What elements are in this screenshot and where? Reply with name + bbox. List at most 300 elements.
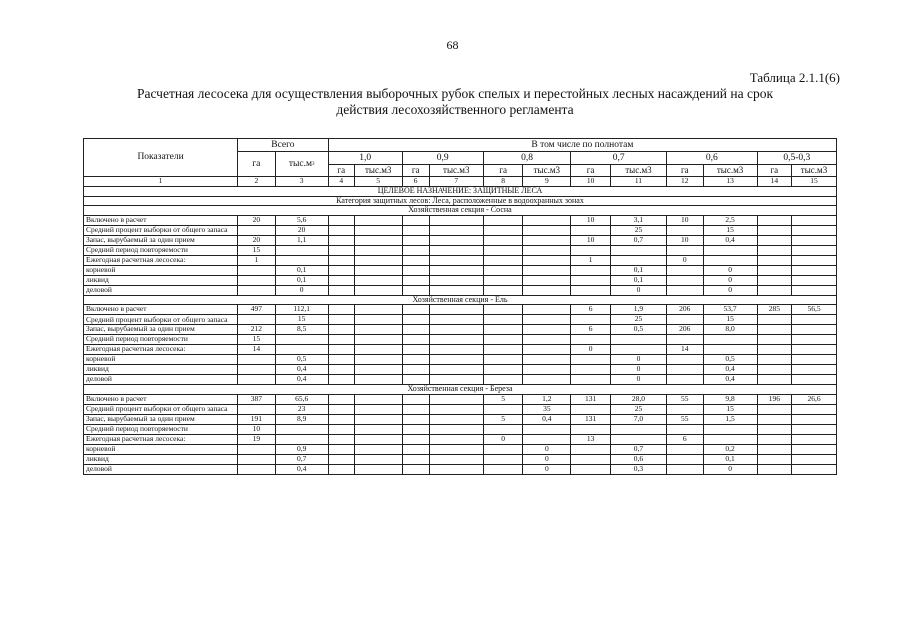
cell-d05-ha [757, 404, 791, 414]
cell-d08-ha [483, 424, 523, 434]
cell-d07-m3: 25 [610, 404, 666, 414]
cell-d07-m3: 0 [610, 375, 666, 385]
row-label: Средний процент выборки от общего запаса [84, 404, 238, 414]
cell-d06-ha: 10 [667, 215, 703, 225]
cell-d07-m3: 7,0 [610, 414, 666, 424]
cell-d08-ha [483, 464, 523, 474]
cell-d07-m3 [610, 434, 666, 444]
cell-d05-m3 [792, 454, 837, 464]
cell-d05-ha: 196 [757, 394, 791, 404]
cell-d08-m3 [523, 305, 571, 315]
cell-d08-m3: 0 [523, 444, 571, 454]
cell-d10-ha [328, 285, 354, 295]
table-row [84, 225, 837, 235]
cell-d07-ha: 0 [571, 345, 611, 355]
table-row [84, 305, 837, 315]
cell-d08-ha [483, 225, 523, 235]
cell-d09-m3 [429, 355, 483, 365]
table-row [84, 245, 837, 255]
unit-m3: тыс.м3 [523, 165, 571, 177]
section-row [84, 295, 837, 305]
cell-d09-m3 [429, 404, 483, 414]
column-number: 3 [275, 177, 328, 187]
cell-d07-ha [571, 245, 611, 255]
cell-total-ha [238, 444, 275, 454]
allowable-cut-table [83, 138, 837, 475]
cell-total-m3: 0,1 [275, 265, 328, 275]
cell-d05-m3: 56,5 [792, 305, 837, 315]
cell-d09-ha [402, 305, 429, 315]
cell-d08-m3 [523, 215, 571, 225]
cell-d07-m3: 0,1 [610, 275, 666, 285]
cell-d08-m3: 0,4 [523, 414, 571, 424]
section-name: Хозяйственная секция - Сосна [84, 206, 837, 216]
cell-total-m3: 112,1 [275, 305, 328, 315]
column-number: 4 [328, 177, 354, 187]
row-label: Запас, вырубаемый за один прием [84, 235, 238, 245]
row-label: Запас, вырубаемый за один прием [84, 414, 238, 424]
row-label: Ежегодная расчетная лесосека: [84, 345, 238, 355]
cell-d09-ha [402, 285, 429, 295]
cell-d10-ha [328, 255, 354, 265]
cell-d05-ha [757, 275, 791, 285]
cell-d05-m3 [792, 444, 837, 454]
cell-d06-ha [667, 265, 703, 275]
cell-d09-m3 [429, 444, 483, 454]
cell-d10-m3 [354, 265, 402, 275]
cell-d10-ha [328, 464, 354, 474]
cell-total-m3: 23 [275, 404, 328, 414]
cell-d10-ha [328, 345, 354, 355]
cell-d10-ha [328, 454, 354, 464]
cell-d09-ha [402, 434, 429, 444]
cell-d08-ha: 5 [483, 414, 523, 424]
cell-d06-ha: 6 [667, 434, 703, 444]
cell-d05-ha [757, 424, 791, 434]
cell-d05-m3 [792, 315, 837, 325]
cell-total-m3: 0 [275, 285, 328, 295]
table-row [84, 444, 837, 454]
unit-m3: тыс.м3 [429, 165, 483, 177]
cell-d06-ha: 10 [667, 235, 703, 245]
cell-d08-m3 [523, 424, 571, 434]
cell-d09-m3 [429, 345, 483, 355]
cell-d08-m3 [523, 255, 571, 265]
table-row [84, 215, 837, 225]
cell-d07-m3: 28,0 [610, 394, 666, 404]
column-number: 11 [610, 177, 666, 187]
cell-d09-ha [402, 404, 429, 414]
cell-d09-m3 [429, 225, 483, 235]
section-name: Хозяйственная секция - Береза [84, 385, 837, 395]
row-label: ликвид [84, 275, 238, 285]
cell-d09-ha [402, 255, 429, 265]
cell-d09-m3 [429, 275, 483, 285]
cell-d07-ha [571, 454, 611, 464]
cell-d09-ha [402, 365, 429, 375]
cell-d08-ha [483, 345, 523, 355]
table-row [84, 275, 837, 285]
cell-d06-m3: 53,7 [703, 305, 757, 315]
table-row [84, 454, 837, 464]
cell-d08-m3 [523, 235, 571, 245]
cell-d05-m3: 26,6 [792, 394, 837, 404]
row-label: ликвид [84, 454, 238, 464]
unit-ha: га [402, 165, 429, 177]
cell-d10-m3 [354, 255, 402, 265]
cell-d10-m3 [354, 345, 402, 355]
cell-total-ha [238, 464, 275, 474]
cell-d09-m3 [429, 464, 483, 474]
cell-d10-ha [328, 444, 354, 454]
column-number-row [84, 177, 837, 187]
cell-d09-m3 [429, 375, 483, 385]
header-total-m3-sup: 3 [311, 161, 315, 167]
cell-total-ha [238, 454, 275, 464]
cell-d10-ha [328, 424, 354, 434]
cell-d09-m3 [429, 255, 483, 265]
header-incl: В том числе по полнотам [328, 139, 836, 152]
cell-d05-m3 [792, 355, 837, 365]
cell-d05-ha [757, 365, 791, 375]
column-number: 15 [792, 177, 837, 187]
cell-d06-m3: 15 [703, 404, 757, 414]
cell-total-ha: 387 [238, 394, 275, 404]
title-line-1: Расчетная лесосека для осуществления выборочных рубок спелых и перестойных лесных насаждений на срок [136, 86, 774, 101]
cell-d07-ha [571, 424, 611, 434]
cell-d06-ha [667, 404, 703, 414]
cell-total-m3: 8,5 [275, 325, 328, 335]
cell-d05-ha [757, 225, 791, 235]
row-label: корневой [84, 265, 238, 275]
cell-d08-ha [483, 305, 523, 315]
cell-total-ha: 1 [238, 255, 275, 265]
cell-d08-m3 [523, 365, 571, 375]
cell-d05-m3 [792, 375, 837, 385]
header-indicators: Показатели [84, 139, 238, 177]
cell-d05-m3 [792, 225, 837, 235]
cell-total-ha: 14 [238, 345, 275, 355]
table-row [84, 434, 837, 444]
cell-d06-ha [667, 245, 703, 255]
cell-d06-ha [667, 454, 703, 464]
cell-d08-m3 [523, 265, 571, 275]
cell-d06-m3: 1,5 [703, 414, 757, 424]
cell-total-ha [238, 355, 275, 365]
cell-d06-m3: 0,4 [703, 375, 757, 385]
row-label: Включено в расчет [84, 394, 238, 404]
unit-m3: тыс.м3 [792, 165, 837, 177]
column-number: 14 [757, 177, 791, 187]
cell-d07-ha: 131 [571, 394, 611, 404]
unit-ha: га [483, 165, 523, 177]
cell-d10-ha [328, 265, 354, 275]
cell-d08-m3 [523, 355, 571, 365]
cell-total-m3: 0,9 [275, 444, 328, 454]
cell-d08-ha [483, 315, 523, 325]
cell-d09-m3 [429, 434, 483, 444]
row-label: Включено в расчет [84, 215, 238, 225]
cell-d08-m3 [523, 245, 571, 255]
cell-d05-m3 [792, 464, 837, 474]
cell-total-m3 [275, 255, 328, 265]
cell-d08-ha [483, 444, 523, 454]
cell-d09-ha [402, 355, 429, 365]
cell-total-ha: 191 [238, 414, 275, 424]
cell-d06-ha: 206 [667, 325, 703, 335]
cell-d05-m3 [792, 414, 837, 424]
cell-d10-ha [328, 394, 354, 404]
cell-d10-m3 [354, 315, 402, 325]
cell-d09-ha [402, 464, 429, 474]
cell-d10-m3 [354, 335, 402, 345]
cell-d10-ha [328, 235, 354, 245]
cell-d05-ha [757, 215, 791, 225]
cell-total-m3: 0,1 [275, 275, 328, 285]
cell-d09-m3 [429, 335, 483, 345]
cell-d07-ha [571, 355, 611, 365]
cell-d08-m3 [523, 335, 571, 345]
cell-d09-m3 [429, 235, 483, 245]
cell-d05-ha [757, 434, 791, 444]
purpose-row [84, 187, 837, 197]
column-number: 12 [667, 177, 703, 187]
cell-d07-ha [571, 335, 611, 345]
cell-d07-m3: 25 [610, 225, 666, 235]
table-body [84, 139, 837, 475]
cell-d08-ha [483, 245, 523, 255]
cell-d07-m3: 0 [610, 365, 666, 375]
header-total-m3 [275, 152, 328, 177]
cell-d06-ha [667, 315, 703, 325]
cell-d09-ha [402, 315, 429, 325]
table-row [84, 414, 837, 424]
cell-d07-m3: 0,7 [610, 235, 666, 245]
cell-d10-ha [328, 414, 354, 424]
cell-total-ha: 497 [238, 305, 275, 315]
cell-d09-ha [402, 235, 429, 245]
cell-d09-ha [402, 215, 429, 225]
cell-d06-m3: 15 [703, 225, 757, 235]
cell-d09-ha [402, 275, 429, 285]
cell-d10-ha [328, 245, 354, 255]
cell-d09-m3 [429, 305, 483, 315]
cell-d10-m3 [354, 434, 402, 444]
cell-d10-ha [328, 375, 354, 385]
cell-d09-m3 [429, 414, 483, 424]
cell-d07-m3: 0,5 [610, 325, 666, 335]
cell-d10-ha [328, 275, 354, 285]
cell-d08-m3 [523, 285, 571, 295]
cell-d08-ha: 5 [483, 394, 523, 404]
category-label: Категория защитных лесов: Леса, расположенные в водоохранных зонах [84, 196, 837, 206]
cell-d10-m3 [354, 424, 402, 434]
cell-total-ha: 10 [238, 424, 275, 434]
cell-d05-ha [757, 265, 791, 275]
cell-d08-m3: 35 [523, 404, 571, 414]
cell-total-ha: 212 [238, 325, 275, 335]
row-label: корневой [84, 355, 238, 365]
table-row [84, 315, 837, 325]
cell-d07-ha: 1 [571, 255, 611, 265]
header-density-1: 1,0 [328, 152, 402, 165]
cell-d10-ha [328, 355, 354, 365]
cell-d09-m3 [429, 265, 483, 275]
cell-d10-m3 [354, 464, 402, 474]
cell-d06-m3: 8,0 [703, 325, 757, 335]
table-row [84, 285, 837, 295]
cell-d10-m3 [354, 454, 402, 464]
unit-ha: га [757, 165, 791, 177]
cell-d10-m3 [354, 365, 402, 375]
cell-total-m3: 0,4 [275, 365, 328, 375]
section-name: Хозяйственная секция - Ель [84, 295, 837, 305]
cell-total-ha: 15 [238, 245, 275, 255]
cell-d08-m3 [523, 375, 571, 385]
cell-d07-ha [571, 285, 611, 295]
cell-d08-ha [483, 285, 523, 295]
cell-d06-m3: 0 [703, 275, 757, 285]
cell-d08-m3: 0 [523, 454, 571, 464]
cell-d05-m3 [792, 345, 837, 355]
cell-d09-ha [402, 335, 429, 345]
cell-total-m3: 20 [275, 225, 328, 235]
cell-d10-ha [328, 365, 354, 375]
header-density-4: 0,7 [571, 152, 667, 165]
cell-total-m3 [275, 424, 328, 434]
cell-d06-m3 [703, 345, 757, 355]
cell-total-ha [238, 375, 275, 385]
cell-d06-ha: 55 [667, 414, 703, 424]
cell-total-m3: 5,6 [275, 215, 328, 225]
cell-d05-m3 [792, 424, 837, 434]
row-label: Запас, вырубаемый за один прием [84, 325, 238, 335]
cell-d10-ha [328, 325, 354, 335]
table-row [84, 394, 837, 404]
cell-total-m3: 0,7 [275, 454, 328, 464]
cell-d10-m3 [354, 235, 402, 245]
row-label: Средний период повторяемости [84, 424, 238, 434]
cell-d06-m3: 2,5 [703, 215, 757, 225]
table-title [70, 86, 840, 118]
row-label: Средний процент выборки от общего запаса [84, 225, 238, 235]
cell-d07-m3 [610, 255, 666, 265]
cell-d08-ha [483, 275, 523, 285]
section-row [84, 385, 837, 395]
row-label: Средний процент выборки от общего запаса [84, 315, 238, 325]
cell-total-ha: 19 [238, 434, 275, 444]
cell-d10-m3 [354, 285, 402, 295]
unit-ha: га [571, 165, 611, 177]
cell-d05-m3 [792, 245, 837, 255]
cell-d06-ha [667, 424, 703, 434]
cell-d09-ha [402, 424, 429, 434]
cell-d06-ha [667, 275, 703, 285]
unit-ha: га [328, 165, 354, 177]
cell-d05-ha [757, 315, 791, 325]
cell-d07-ha [571, 464, 611, 474]
row-label: ликвид [84, 365, 238, 375]
column-number: 7 [429, 177, 483, 187]
row-label: Средний период повторяемости [84, 245, 238, 255]
column-number: 10 [571, 177, 611, 187]
cell-d10-m3 [354, 245, 402, 255]
column-number: 1 [84, 177, 238, 187]
row-label: корневой [84, 444, 238, 454]
cell-d05-ha [757, 255, 791, 265]
cell-d07-m3 [610, 424, 666, 434]
cell-d09-m3 [429, 424, 483, 434]
cell-d10-m3 [354, 375, 402, 385]
cell-d05-ha [757, 245, 791, 255]
cell-d07-ha: 10 [571, 235, 611, 245]
cell-d06-m3: 0,2 [703, 444, 757, 454]
cell-d05-ha [757, 345, 791, 355]
cell-d05-ha [757, 464, 791, 474]
cell-d06-ha: 206 [667, 305, 703, 315]
cell-d09-ha [402, 414, 429, 424]
cell-d06-ha [667, 285, 703, 295]
table-row [84, 365, 837, 375]
cell-total-ha [238, 404, 275, 414]
table-row [84, 325, 837, 335]
section-row [84, 206, 837, 216]
cell-d09-m3 [429, 394, 483, 404]
cell-d07-ha: 131 [571, 414, 611, 424]
cell-d10-ha [328, 434, 354, 444]
cell-total-ha: 20 [238, 215, 275, 225]
cell-d06-m3 [703, 434, 757, 444]
cell-d06-ha [667, 335, 703, 345]
cell-d09-ha [402, 265, 429, 275]
cell-d05-m3 [792, 404, 837, 414]
cell-d05-ha [757, 325, 791, 335]
cell-d06-ha [667, 225, 703, 235]
cell-d06-m3: 0 [703, 464, 757, 474]
cell-d05-ha [757, 355, 791, 365]
cell-d07-ha [571, 315, 611, 325]
row-label: Средний период повторяемости [84, 335, 238, 345]
cell-d06-m3: 0,4 [703, 365, 757, 375]
cell-total-ha [238, 285, 275, 295]
cell-d05-m3 [792, 365, 837, 375]
table-row [84, 255, 837, 265]
purpose-label: ЦЕЛЕВОЕ НАЗНАЧЕНИЕ: ЗАЩИТНЫЕ ЛЕСА [84, 187, 837, 197]
cell-d10-ha [328, 215, 354, 225]
cell-total-ha [238, 225, 275, 235]
cell-d07-ha: 13 [571, 434, 611, 444]
cell-total-m3: 8,9 [275, 414, 328, 424]
cell-d06-m3: 0,5 [703, 355, 757, 365]
page-number: 68 [446, 38, 459, 52]
cell-total-m3 [275, 434, 328, 444]
cell-d05-m3 [792, 255, 837, 265]
cell-d06-ha [667, 365, 703, 375]
cell-d08-ha [483, 325, 523, 335]
cell-d08-ha [483, 365, 523, 375]
table-row [84, 235, 837, 245]
cell-d06-ha [667, 355, 703, 365]
cell-d05-ha [757, 444, 791, 454]
unit-m3: тыс.м3 [354, 165, 402, 177]
cell-d09-ha [402, 245, 429, 255]
column-number: 8 [483, 177, 523, 187]
cell-d06-m3 [703, 245, 757, 255]
cell-d09-ha [402, 345, 429, 355]
cell-d06-m3: 0,4 [703, 235, 757, 245]
cell-d08-ha [483, 235, 523, 245]
cell-d07-ha [571, 375, 611, 385]
